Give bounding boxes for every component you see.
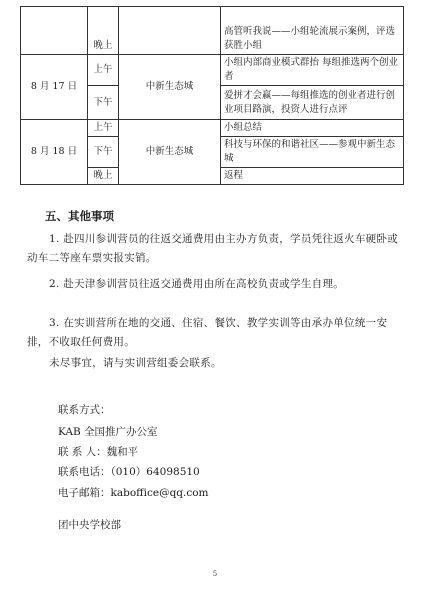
org-name: 团中央学校部 <box>58 519 121 531</box>
schedule-row <box>21 120 404 137</box>
time-cell: 晚上 <box>88 7 119 55</box>
schedule-row <box>21 7 404 55</box>
schedule-table <box>20 6 404 185</box>
activity-cell: 返程 <box>221 168 404 185</box>
contact-heading: 联系方式： <box>58 404 111 416</box>
time-cell: 下午 <box>88 137 119 168</box>
contact-email: 电子邮箱：kaboffice@qq.com <box>58 487 209 499</box>
place-cell: 中新生态城 <box>119 55 221 120</box>
time-cell: 下午 <box>88 86 119 120</box>
contact-phone: 联系电话：（010）64098510 <box>58 466 200 478</box>
contact-person: 联 系 人：魏和平 <box>58 446 139 458</box>
schedule-row <box>21 55 404 86</box>
activity-cell: 小组内部商业模式群抬 每组推选两个创业者 <box>221 55 404 86</box>
contact-office: KAB 全国推广办公室 <box>58 426 158 438</box>
time-cell: 晚上 <box>88 168 119 185</box>
place-cell: 中新生态城 <box>119 120 221 185</box>
activity-cell: 科技与环保的和谐社区——参观中新生态城 <box>221 137 404 168</box>
activity-cell: 爱拼才会赢——每组推选的创业者进行创业项目路演，投资人进行点评 <box>221 86 404 120</box>
paragraph-1: 1. 赴四川参训营员的往返交通费用由主办方负责，学员凭往返火车硬卧或动车二等座车票实报实销。 <box>27 233 399 264</box>
activity-cell: 高管听我说——小组轮流展示案例，评选获胜小组 <box>221 7 404 55</box>
time-cell: 上午 <box>88 120 119 137</box>
paragraph-3: 3. 在实训营所在地的交通、住宿、餐饮、教学实训等由承办单位统一安排，不收取任何费用。 <box>27 317 388 348</box>
time-cell: 上午 <box>88 55 119 86</box>
paragraph-2: 2. 赴天津参训营员往返交通费用由所在高校负责或学生自理。 <box>49 278 345 290</box>
activity-cell: 小组总结 <box>221 120 404 137</box>
section-title: 五、其他事项 <box>45 209 114 223</box>
date-cell: 8 月 17 日 <box>21 55 88 120</box>
date-cell <box>21 7 88 55</box>
date-cell: 8 月 18 日 <box>21 120 88 185</box>
paragraph-4: 未尽事宜，请与实训营组委会联系。 <box>49 357 222 369</box>
place-cell <box>119 7 221 55</box>
page-number: 5 <box>212 570 218 578</box>
